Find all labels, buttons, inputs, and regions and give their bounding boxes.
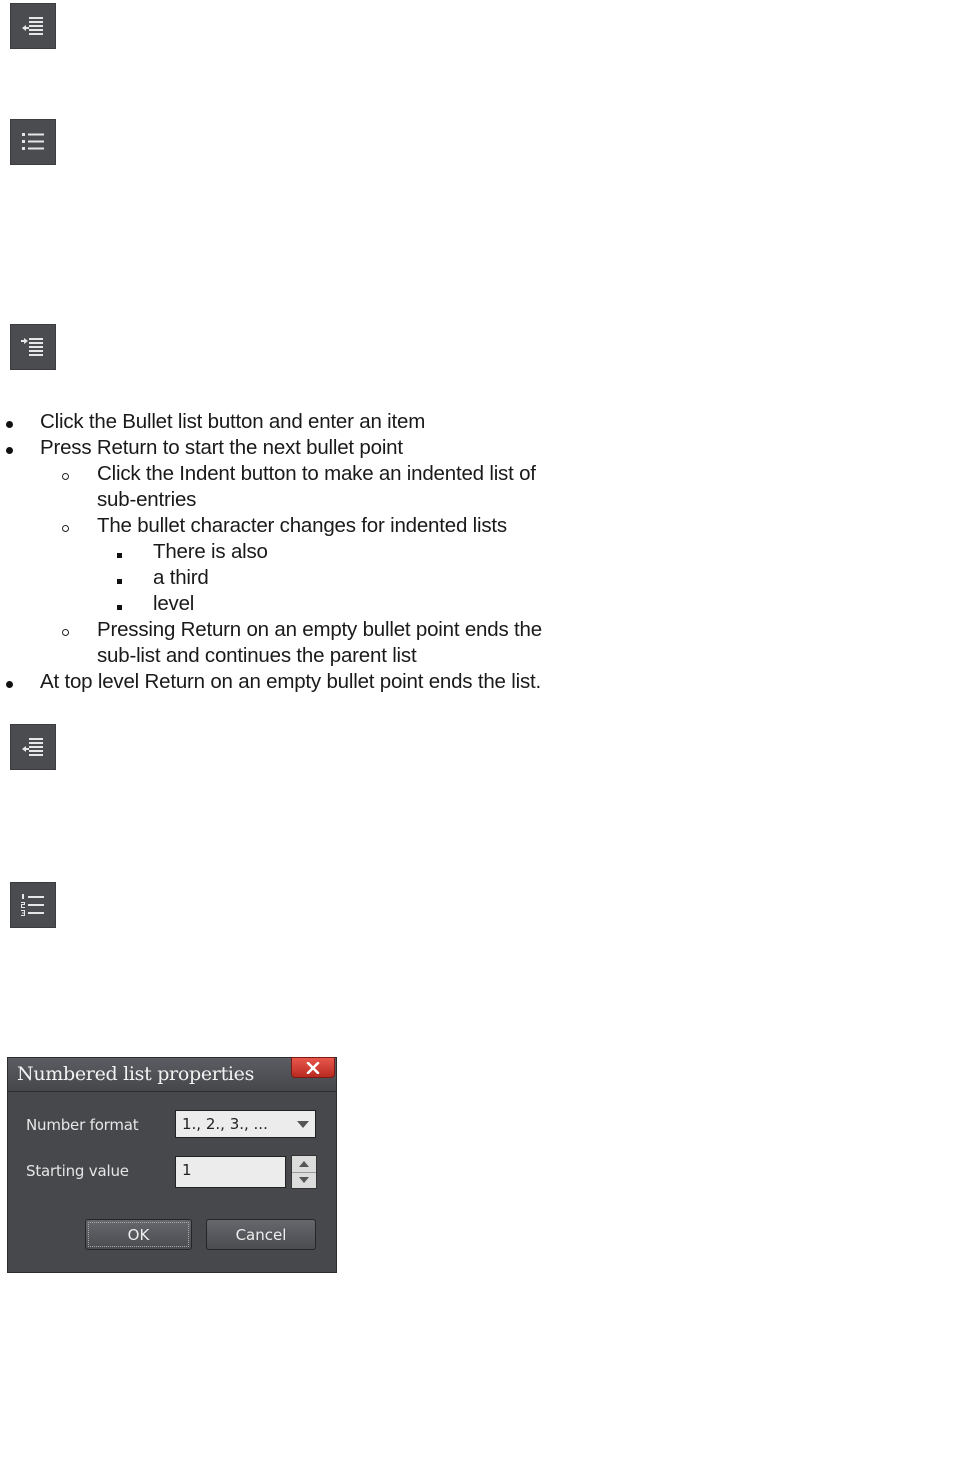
bullet-list-button[interactable] (10, 119, 56, 165)
bullet-list-icon (20, 131, 46, 153)
outdent-icon (21, 736, 45, 758)
spin-down-button[interactable] (292, 1172, 316, 1188)
dialog-title: Numbered list properties (17, 1063, 255, 1085)
bullet-list-example (0, 409, 600, 695)
spin-up-button[interactable] (292, 1156, 316, 1173)
numbered-list-properties-dialog (7, 1057, 337, 1273)
number-format-value: 1., 2., 3., ... (182, 1115, 268, 1133)
indent-button[interactable] (10, 324, 56, 370)
list-item (0, 435, 600, 461)
starting-value-label: Starting value (26, 1162, 129, 1180)
list-item (0, 409, 600, 435)
starting-value-stepper[interactable] (291, 1155, 317, 1189)
close-icon (306, 1062, 320, 1074)
disc-bullet (6, 409, 13, 435)
indent-icon (21, 336, 45, 358)
list-item-text: Click the Indent button to make an indented list of (97, 462, 536, 485)
circle-bullet (62, 461, 69, 487)
outdent-button-2[interactable] (10, 724, 56, 770)
circle-bullet (62, 513, 69, 539)
close-button[interactable] (291, 1057, 335, 1078)
list-item-text: sub-list and continues the parent list (97, 644, 417, 667)
list-item-text: There is also (153, 540, 268, 563)
square-bullet (117, 565, 122, 591)
outdent-icon (21, 15, 45, 37)
list-item (0, 617, 600, 643)
ok-button[interactable]: OK (85, 1219, 192, 1250)
list-item-text: sub-entries (97, 488, 197, 511)
circle-bullet (62, 617, 69, 643)
numbered-list-icon (20, 893, 46, 917)
list-item (0, 513, 600, 539)
starting-value-input[interactable]: 1 (175, 1156, 286, 1188)
list-item (0, 669, 600, 695)
number-format-label: Number format (26, 1116, 139, 1134)
list-item-text: Click the Bullet list button and enter an item (40, 410, 426, 433)
disc-bullet (6, 435, 13, 461)
cancel-button[interactable]: Cancel (206, 1219, 316, 1250)
list-item (0, 461, 600, 487)
arrow-up-icon (299, 1161, 309, 1167)
list-item-text: Press Return to start the next bullet point (40, 436, 403, 459)
numbered-list-button[interactable] (10, 882, 56, 928)
list-item-continuation (0, 487, 600, 513)
list-item-text: Pressing Return on an empty bullet point ends the (97, 618, 542, 641)
dialog-titlebar[interactable] (8, 1058, 336, 1092)
disc-bullet (6, 669, 13, 695)
list-item (0, 591, 600, 617)
arrow-down-icon (299, 1177, 309, 1183)
list-item (0, 565, 600, 591)
number-format-select[interactable] (175, 1110, 316, 1138)
list-item-text: level (153, 592, 195, 615)
chevron-down-icon (297, 1121, 309, 1128)
outdent-button[interactable] (10, 3, 56, 49)
list-item-text: At top level Return on an empty bullet point ends the list. (40, 670, 542, 693)
list-item-text: a third (153, 566, 209, 589)
list-item-text: The bullet character changes for indented lists (97, 514, 507, 537)
list-item-continuation (0, 643, 600, 669)
square-bullet (117, 539, 122, 565)
list-item (0, 539, 600, 565)
square-bullet (117, 591, 122, 617)
